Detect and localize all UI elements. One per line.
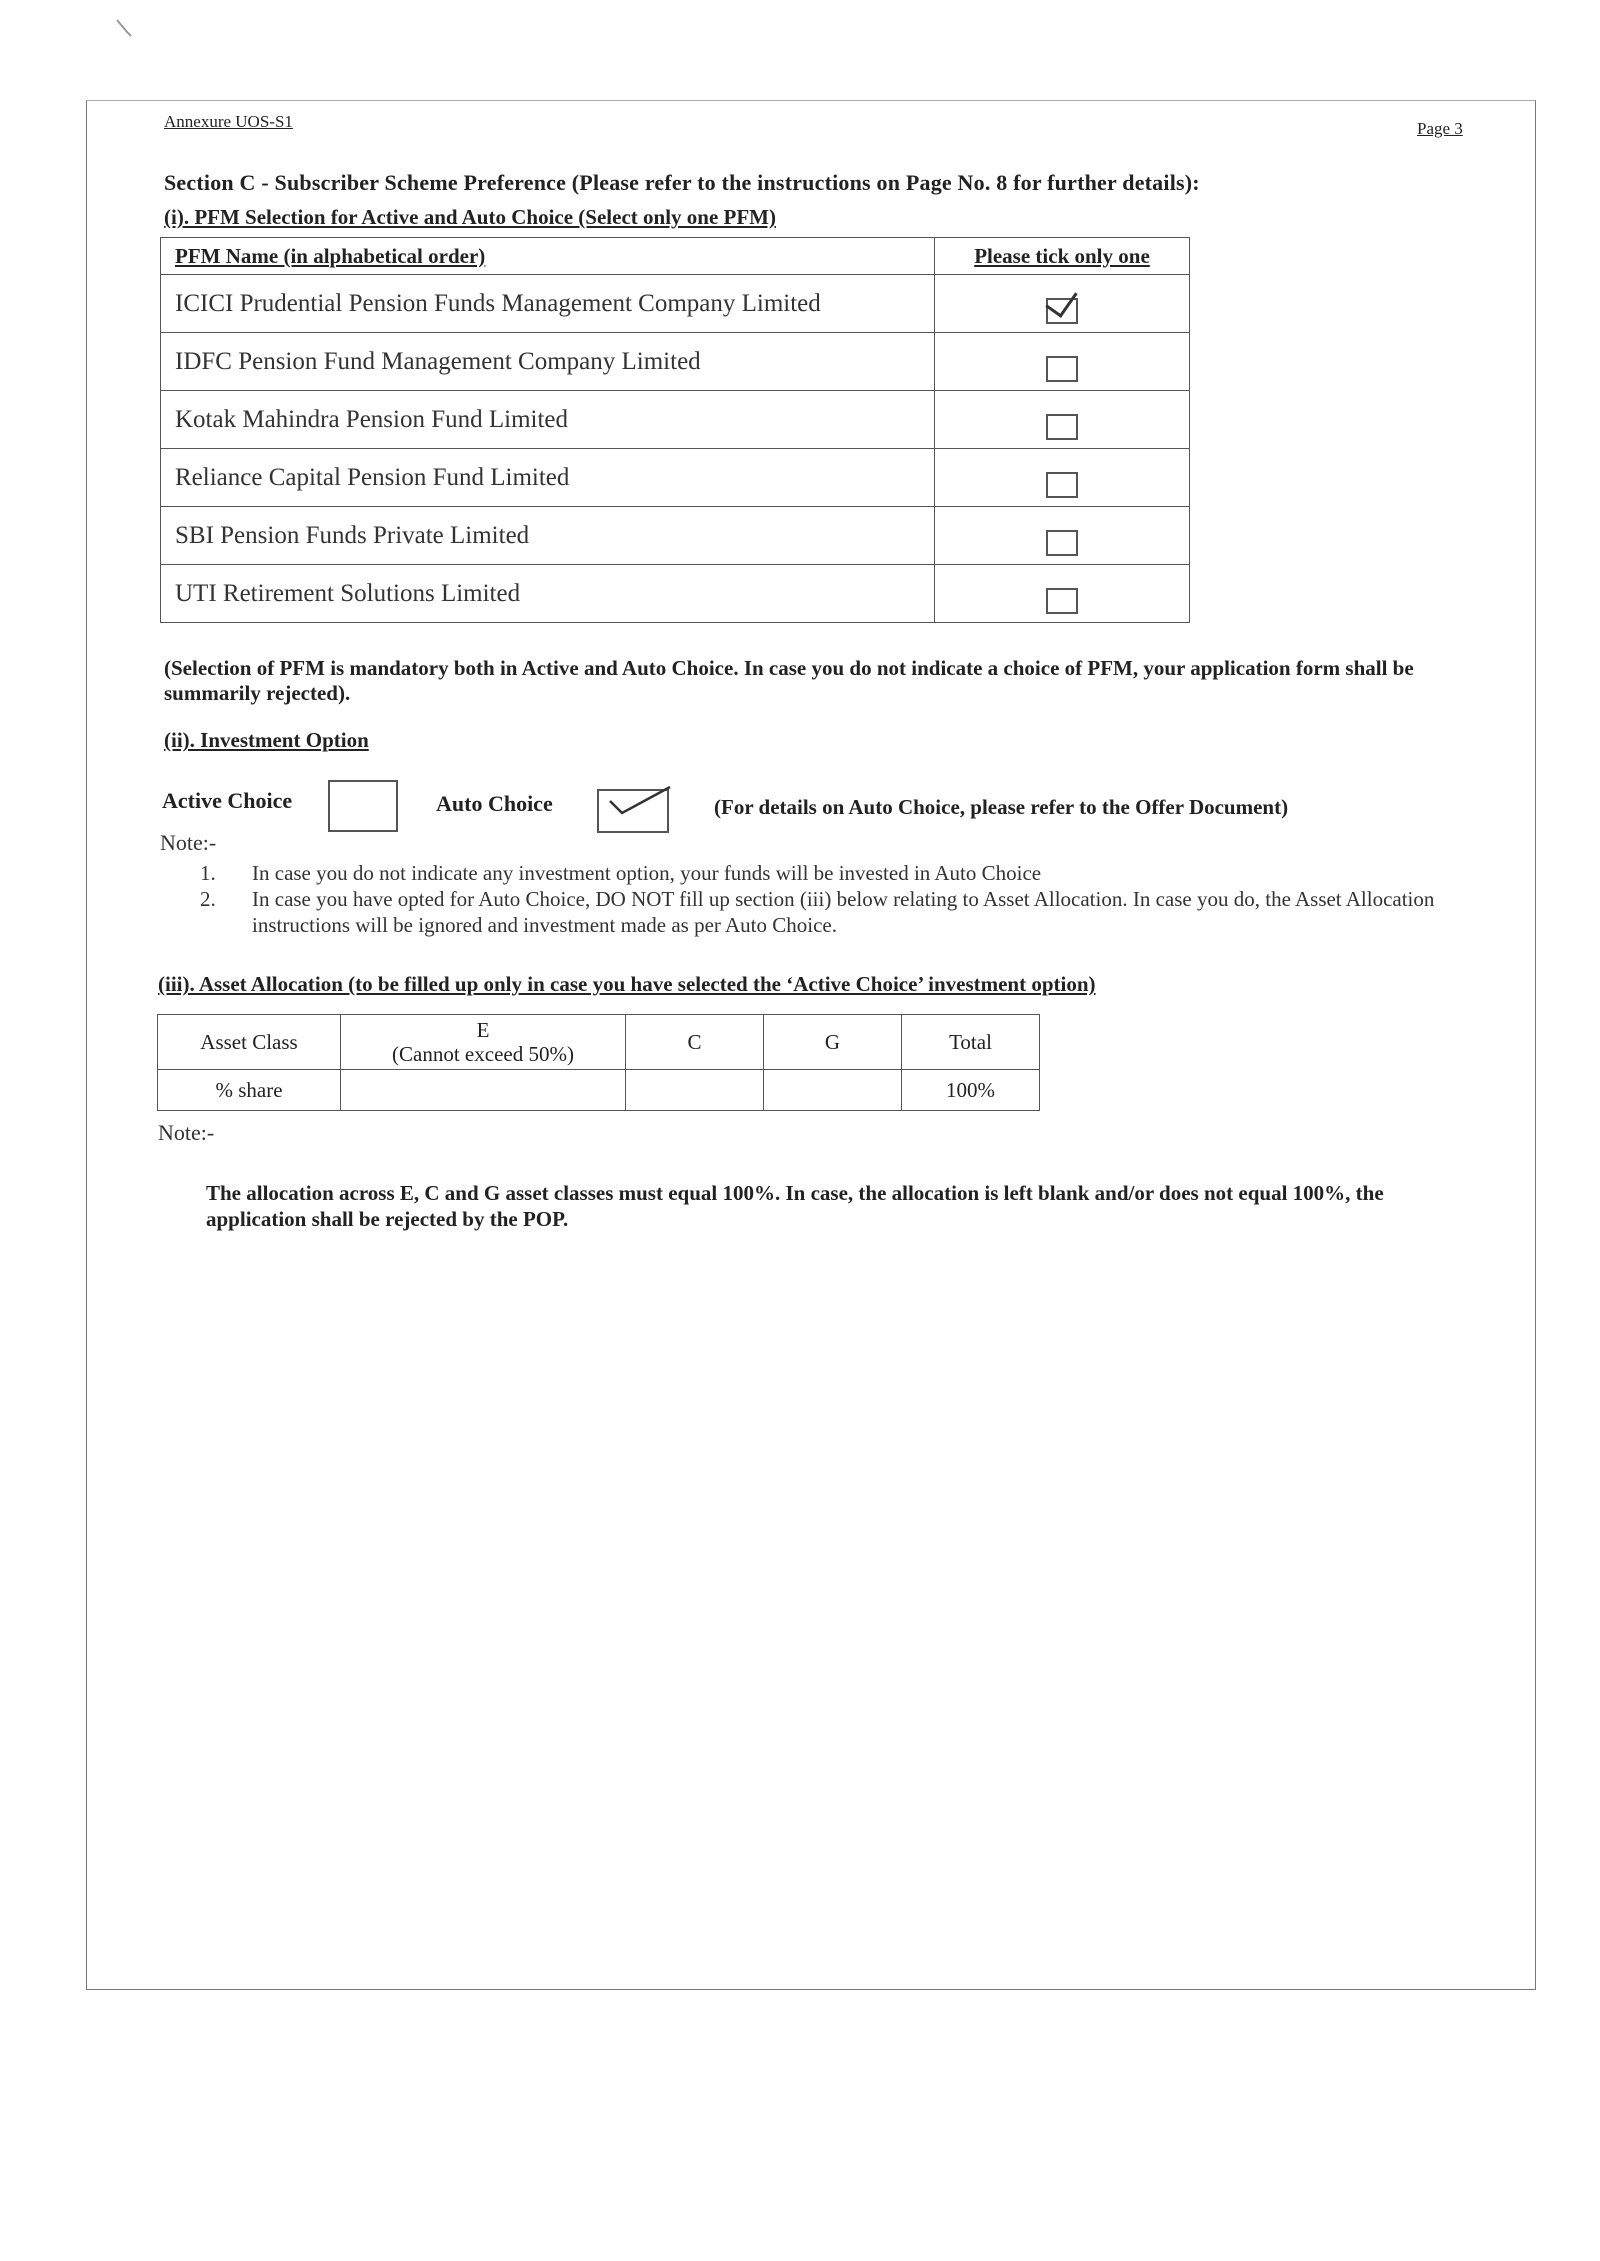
active-choice-checkbox[interactable] bbox=[328, 780, 398, 832]
auto-choice-detail: (For details on Auto Choice, please refer to the Offer Document) bbox=[714, 795, 1289, 819]
note-number: 2. bbox=[200, 887, 216, 911]
investment-subheading: (ii). Investment Option bbox=[164, 728, 369, 752]
table-row bbox=[161, 275, 1190, 333]
table-row bbox=[161, 391, 1190, 449]
allocation-subheading: (iii). Asset Allocation (to be filled up only in case you have selected the ‘Active Choice’ investment option) bbox=[158, 972, 1096, 996]
equity-column-header bbox=[341, 1015, 626, 1070]
pfm-checkbox-sbi[interactable] bbox=[1046, 530, 1078, 556]
asset-allocation-table bbox=[157, 1014, 1040, 1111]
table-row bbox=[161, 507, 1190, 565]
table-row bbox=[161, 449, 1190, 507]
pfm-name: ICICI Prudential Pension Funds Management Company Limited bbox=[161, 275, 935, 333]
table-row bbox=[161, 565, 1190, 623]
corporate-column-header: C bbox=[626, 1015, 764, 1070]
corporate-share-field[interactable] bbox=[626, 1070, 764, 1111]
pen-mark-icon bbox=[115, 18, 135, 40]
table-row bbox=[158, 1015, 1040, 1070]
allocation-note-label: Note:- bbox=[158, 1120, 215, 1145]
pfm-table-header bbox=[161, 238, 1190, 275]
annexure-label: Annexure UOS-S1 bbox=[164, 112, 293, 131]
note-text: In case you do not indicate any investment option, your funds will be invested in Auto Choice bbox=[252, 861, 1042, 885]
equity-label: E bbox=[476, 1018, 490, 1042]
pfm-name: Kotak Mahindra Pension Fund Limited bbox=[161, 391, 935, 449]
pfm-tick-column-header: Please tick only one bbox=[935, 238, 1190, 275]
pfm-name: Reliance Capital Pension Fund Limited bbox=[161, 449, 935, 507]
asset-class-header: Asset Class bbox=[158, 1015, 341, 1070]
section-title: Section C - Subscriber Scheme Preference (Please refer to the instructions on Page No. 8 for further details): bbox=[164, 170, 1200, 195]
checkmark-icon bbox=[608, 785, 674, 815]
table-row bbox=[161, 333, 1190, 391]
pfm-name: SBI Pension Funds Private Limited bbox=[161, 507, 935, 565]
share-row-label: % share bbox=[158, 1070, 341, 1111]
page-number: Page 3 bbox=[1417, 119, 1463, 138]
pfm-checkbox-kotak[interactable] bbox=[1046, 414, 1078, 440]
auto-choice-label: Auto Choice bbox=[436, 791, 553, 816]
pfm-mandatory-note: (Selection of PFM is mandatory both in Active and Auto Choice. In case you do not indicate a choice of PFM, your application form shall be summarily rejected). bbox=[164, 656, 1414, 705]
government-share-field[interactable] bbox=[764, 1070, 902, 1111]
pfm-name-column-header: PFM Name (in alphabetical order) bbox=[161, 238, 935, 275]
pfm-table bbox=[160, 237, 1190, 623]
list-item bbox=[200, 886, 1460, 938]
investment-note-label: Note:- bbox=[160, 830, 217, 855]
pfm-checkbox-uti[interactable] bbox=[1046, 588, 1078, 614]
note-number: 1. bbox=[200, 861, 216, 885]
pfm-checkbox-reliance[interactable] bbox=[1046, 472, 1078, 498]
pfm-name: IDFC Pension Fund Management Company Limited bbox=[161, 333, 935, 391]
government-column-header: G bbox=[764, 1015, 902, 1070]
list-item bbox=[200, 860, 1460, 886]
total-share-value: 100% bbox=[902, 1070, 1040, 1111]
pfm-subheading: (i). PFM Selection for Active and Auto Choice (Select only one PFM) bbox=[164, 205, 776, 229]
investment-notes-list bbox=[200, 860, 1460, 938]
pfm-checkbox-icici[interactable] bbox=[1046, 298, 1078, 324]
equity-limit-note: (Cannot exceed 50%) bbox=[392, 1042, 574, 1066]
allocation-note-text: The allocation across E, C and G asset classes must equal 100%. In case, the allocation is left blank and/or does not equal 100%, the application shall be rejected by the POP. bbox=[206, 1181, 1384, 1231]
total-column-header: Total bbox=[902, 1015, 1040, 1070]
pfm-checkbox-idfc[interactable] bbox=[1046, 356, 1078, 382]
note-text: In case you have opted for Auto Choice, DO NOT fill up section (iii) below relating to Asset Allocation. In case you do, the Asset Allocation instructions will be ignored and investment made as per Auto Choice. bbox=[252, 887, 1435, 937]
pfm-name: UTI Retirement Solutions Limited bbox=[161, 565, 935, 623]
equity-share-field[interactable] bbox=[341, 1070, 626, 1111]
active-choice-label: Active Choice bbox=[162, 788, 293, 813]
table-row bbox=[158, 1070, 1040, 1111]
